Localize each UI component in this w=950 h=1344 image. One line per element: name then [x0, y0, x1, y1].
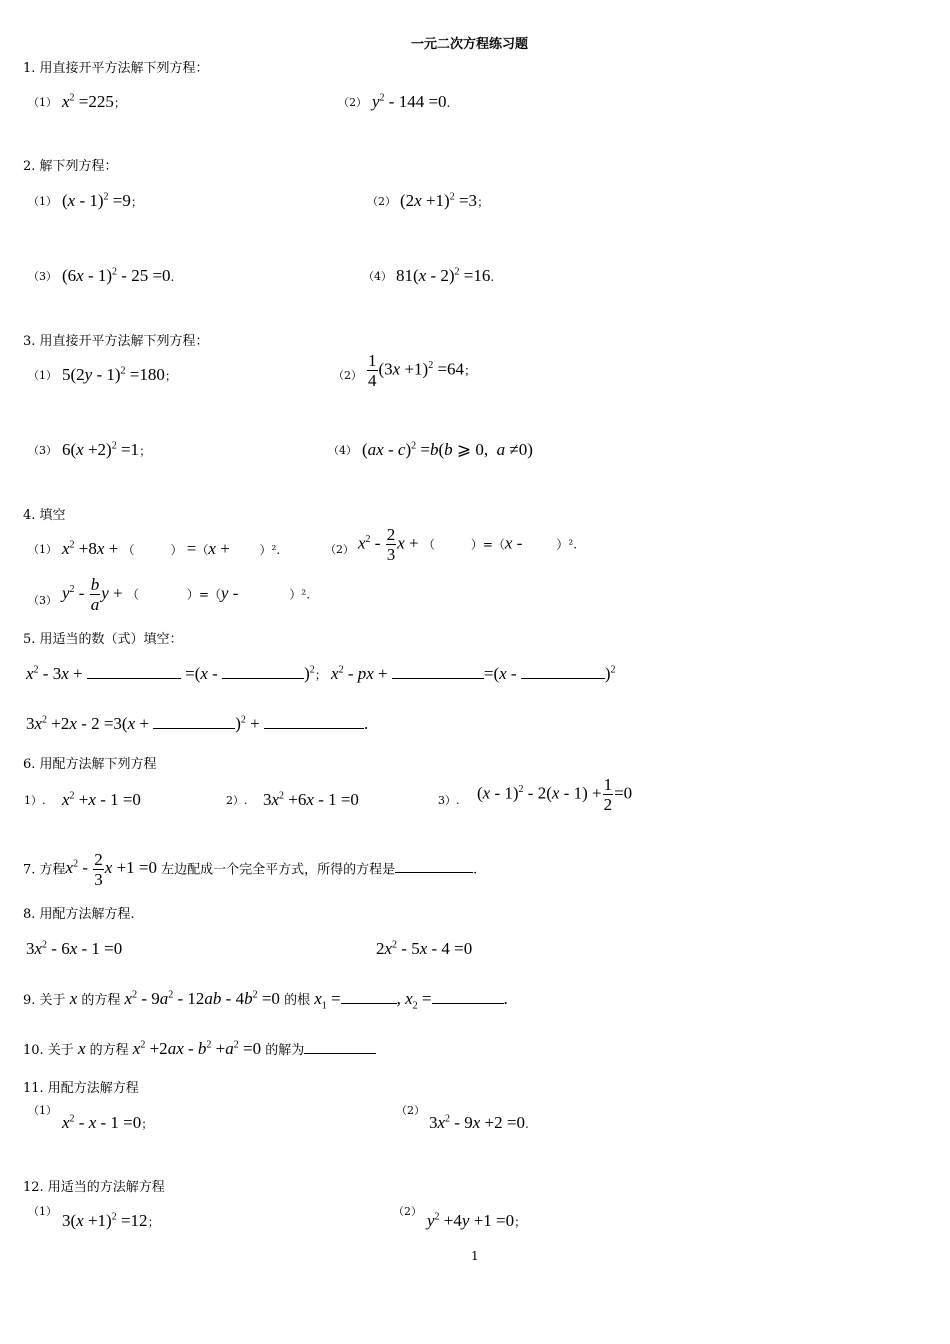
q9-root: 的根 [284, 993, 311, 1008]
page-title: 一元二次方程练习题 [411, 37, 529, 52]
q4-item1-tag: （1） [28, 543, 57, 556]
q3-heading: 3. 用直接开平方法解下列方程： [23, 334, 209, 349]
q1-item1-equation: $x^2 =225$； [62, 92, 126, 111]
q12-item2-tag: （2） [393, 1205, 422, 1218]
q10-prefix: 10. 关于 [23, 1043, 74, 1058]
q3-item2-equation: $\frac{1}{4}$ $(3x +1)^2 =64$； [368, 351, 477, 390]
q1-item2-equation: $y^2 - 144 =0$. [372, 92, 451, 111]
q3-item2-tag: （2） [333, 369, 362, 382]
q3-item3-tag: （3） [28, 444, 57, 457]
q6-item3-equation: (x - 1)$^2$ - 2(x - 1) + $\frac{1}{2}$ =0 [477, 775, 633, 814]
q3-item3-equation: $6(x +2)^2 =1$； [62, 440, 152, 459]
q11-heading: 11. 用配方法解方程 [23, 1081, 139, 1096]
q12-item2-equation: $y^2 +4y +1 =0$； [427, 1211, 527, 1230]
q11-item1-equation: $x^2 - x - 1 =0$； [62, 1113, 154, 1132]
q1-heading: 1. 用直接开平方法解下列方程： [23, 61, 209, 76]
q8-eq2: $2x^2 - 5x - 4 =0$ [376, 939, 473, 958]
q4-heading: 4. 填空 [23, 508, 66, 523]
q4-item2-tag: （2） [325, 543, 354, 556]
q9-line: 9. 关于 x 的方程 $x^2 - 9a^2 - 12ab - 4b^2 =0$ 的根 $x_1$ = , $x_2$ = . [23, 989, 508, 1012]
q7-end: . [473, 862, 478, 878]
q12-item1-tag: （1） [28, 1205, 57, 1218]
page-number: 1 [471, 1249, 479, 1263]
q12-item1-equation: $3(x +1)^2 =12$； [62, 1211, 160, 1230]
q5-line2: $3x^2 +2x - 2 =3(x + )^2$ + . [26, 714, 369, 733]
q8-eq1: $3x^2 - 6x - 1 =0$ [26, 939, 123, 958]
q9-mid: 的方程 [81, 993, 121, 1008]
q6-item3-tag: 3）. [438, 794, 460, 807]
q3-item4-tag: （4） [328, 444, 357, 457]
q7-line: 7. 方程$x^2$ - $\frac{2}{3}$ x +1 =0 左边配成一个完全平方式，所得的方程是 . [23, 850, 478, 889]
q5-line1: $x^2 - 3x + =(x - )^2$； $x^2$ - px + =(x - )$^2$ [26, 664, 616, 683]
q2-item3-equation: (6x - 1)$^2$ - 25 =0. [62, 266, 175, 285]
q7-suffix: 左边配成一个完全平方式，所得的方程是 [161, 862, 396, 878]
q1-item1-tag: （1） [28, 96, 57, 109]
q5-heading: 5. 用适当的数（式）填空： [23, 632, 183, 647]
q11-item1-tag: （1） [28, 1104, 57, 1117]
q2-item1-equation: (x - 1)$^2$ =9； [62, 191, 143, 210]
q2-item4-tag: （4） [363, 270, 392, 283]
q4-item3-equation: $y^2$ - $\frac{b}{a}$ y + （ ）=（y - ）². [62, 575, 311, 614]
q2-item2-equation: $(2x +1)^2 =3$； [400, 191, 490, 210]
q10-sol: 的解为 [265, 1043, 305, 1058]
q2-item4-equation: 81(x - 2)$^2$ =16. [396, 266, 495, 285]
q11-item2-equation: $3x^2 - 9x +2 =0$. [429, 1113, 529, 1132]
q10-line: 10. 关于 x 的方程 $x^2 +2ax - b^2 +a^2 =0$ 的解为 [23, 1039, 376, 1059]
q12-heading: 12. 用适当的方法解方程 [23, 1180, 165, 1195]
q2-item3-tag: （3） [28, 270, 57, 283]
q9-prefix: 9. 关于 [23, 993, 66, 1008]
q6-item2-tag: 2）. [226, 794, 248, 807]
q3-item4-equation: (ax - c)$^2$ =b(b ⩾ 0, a ≠0) [362, 440, 533, 459]
q4-item1-equation: $x^2 +8x$ + （ ） =（x + ）². [62, 539, 281, 558]
q2-heading: 2. 解下列方程： [23, 159, 118, 174]
q8-heading: 8. 用配方法解方程. [23, 907, 135, 922]
q6-heading: 6. 用配方法解下列方程 [23, 757, 157, 772]
q4-item3-tag: （3） [28, 594, 57, 607]
q6-item1-equation: $x^2 +x - 1 =0$ [62, 790, 141, 809]
q7-prefix: 7. 方程 [23, 862, 66, 878]
q1-item2-tag: （2） [338, 96, 367, 109]
q3-item1-tag: （1） [28, 369, 57, 382]
q11-item2-tag: （2） [396, 1104, 425, 1117]
q3-item1-equation: 5(2y - 1)$^2$ =180； [62, 365, 177, 384]
q6-item1-tag: 1）. [24, 794, 46, 807]
q2-item2-tag: （2） [367, 195, 396, 208]
q6-item2-equation: $3x^2 +6x - 1 =0$ [263, 790, 359, 809]
q4-item2-equation: $x^2$ - $\frac{2}{3}$ x + （ ）=（x - ）². [358, 525, 578, 564]
q10-mid: 的方程 [89, 1043, 129, 1058]
q2-item1-tag: （1） [28, 195, 57, 208]
